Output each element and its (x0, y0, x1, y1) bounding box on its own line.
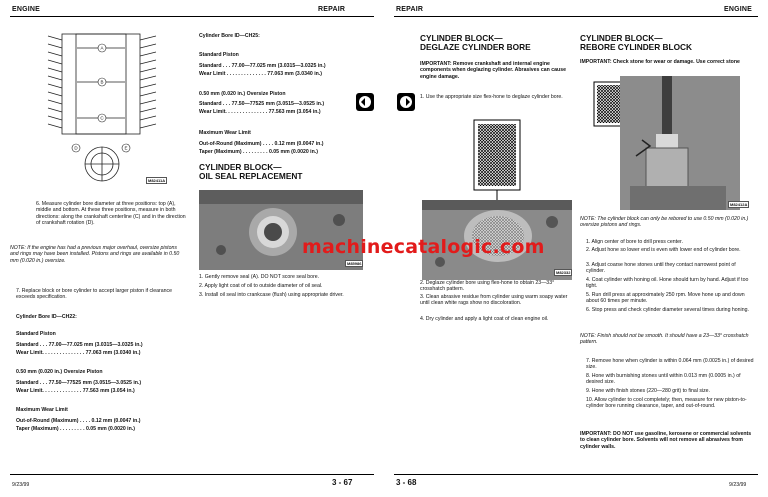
seal-heading-line2: OIL SEAL REPLACEMENT (199, 171, 303, 181)
rebore-important: IMPORTANT: Check stone for wear or damage. Use correct stone (580, 59, 740, 65)
left-footer-rule (10, 474, 374, 475)
label-D: D (74, 145, 78, 151)
rebore-step-9: 9. Hone with finish stones (220—280 grit) to final size. (586, 388, 710, 394)
left-page-number: 3 - 67 (332, 478, 353, 487)
ch22-taper: Taper (Maximum) . . . . . . . . . 0.05 mm (0.0020 in.) (16, 426, 135, 432)
fig-rebore-caption: M82412A (730, 202, 748, 207)
rebore-step-7: 7. Remove hone when cylinder is within 0.064 mm (0.0025 in.) of desired size. (586, 358, 754, 371)
cylinder-measurement-figure (40, 26, 163, 186)
drill-press-hone-figure (590, 76, 740, 210)
ch22-os-wear: Wear Limit. . . . . . . . . . . . . . 77.563 mm (3.054 in.) (16, 388, 135, 394)
right-footer-date: 9/23/99 (729, 482, 747, 488)
deglaze-heading-line2: DEGLAZE CYLINDER BORE (420, 42, 531, 52)
label-C: C (100, 115, 104, 121)
left-header-section: ENGINE (12, 6, 41, 13)
ch25-out-of-round: Out-of-Round (Maximum) . . . . 0.12 mm (0.0047 in.) (199, 141, 324, 147)
ch25-os-title: 0.50 mm (0.020 in.) Oversize Piston (199, 91, 286, 97)
fig-deglaze-caption: M82332 (556, 270, 571, 275)
ch22-std-standard: Standard . . . 77.00—77.025 mm (3.0315—3.0325 in.) (16, 342, 143, 348)
right-page-number: 3 - 68 (396, 478, 417, 487)
step7-text: 7. Replace block or bore cylinder to accept larger piston if clearance exceeds specification. (16, 288, 172, 301)
ch25-title: Cylinder Bore ID—CH25: (199, 33, 260, 39)
right-header-rule (394, 16, 758, 17)
ch22-std-title: Standard Piston (16, 331, 56, 337)
seal-heading-line1: CYLINDER BLOCK— (199, 162, 282, 172)
rebore-step-1: 1. Align center of bore to drill press center. (586, 239, 683, 245)
seal-step3: 3. Install oil seal into crankcase (flush) using appropriate driver. (199, 292, 344, 298)
right-header-section: REPAIR (396, 6, 424, 13)
rebore-step-6: 6. Stop press and check cylinder diameter several times during honing. (586, 307, 749, 313)
deglaze-step3: 3. Clean abrasive residue from cylinder using warm soapy water until clean white rags show no discoloration. (420, 294, 568, 307)
ch22-max-title: Maximum Wear Limit (16, 407, 68, 413)
rebore-step-3: 3. Adjust coarse hone stones until they contact narrowest point of cylinder. (586, 262, 736, 275)
rebore-step-5: 5. Run drill press at approximately 250 rpm. Move hone up and down about 60 times per minute. (586, 292, 745, 305)
left-header-rule (10, 16, 374, 17)
ch22-os-standard: Standard . . . 77.50—77525 mm (3.0515—3.0525 in.) (16, 380, 142, 386)
deglaze-step4: 4. Dry cylinder and apply a light coat of clean engine oil. (420, 316, 549, 322)
ch22-os-title: 0.50 mm (0.020 in.) Oversize Piston (16, 369, 103, 375)
fig-seal-caption: M85986 (347, 261, 362, 266)
ch25-std-standard: Standard . . . 77.00—77.025 mm (3.0315—3.0325 in.) (199, 63, 326, 69)
ch25-std-wear: Wear Limit . . . . . . . . . . . . . . 77.063 mm (3.0340 in.) (199, 71, 323, 77)
label-B: B (100, 79, 104, 85)
rebore-note-finish: NOTE: Finish should not be smooth. It should have a 23—33° crosshatch pattern. (580, 333, 749, 346)
ch25-os-standard: Standard . . . 77.50—77525 mm (3.0515—3.0525 in.) (199, 101, 325, 107)
previous-page-icon[interactable] (355, 92, 375, 112)
ch25-os-wear: Wear Limit. . . . . . . . . . . . . . . 77.563 mm (3.054 in.) (199, 109, 321, 115)
rebore-heading-line2: REBORE CYLINDER BLOCK (580, 42, 693, 52)
rebore-heading-line1: CYLINDER BLOCK— (580, 33, 663, 43)
ch25-std-title: Standard Piston (199, 52, 239, 58)
deglaze-step2: 2. Deglaze cylinder bore using flex-hone to obtain 23—33° crosshatch pattern. (420, 280, 555, 293)
right-footer-rule (394, 474, 758, 475)
label-A: A (100, 45, 104, 51)
deglaze-step1: 1. Use the appropriate size flex-hone to deglaze cylinder bore. (420, 94, 563, 100)
ch22-std-wear: Wear Limit. . . . . . . . . . . . . . . 77.063 mm (3.0340 in.) (16, 350, 141, 356)
deglaze-important: IMPORTANT: Remove crankshaft and internal engine components when deglazing cylinder. Abrasives can cause engine damage. (420, 61, 566, 80)
step6-text: 6. Measure cylinder bore diameter at three positions: top (A), middle and bottom. At these three positions, measure in both directions: along the crankshaft centerline (C) and in the direction of crankshaft rotation (D). (36, 201, 186, 226)
watermark-text: machinecatalogic.com (302, 236, 545, 258)
ch22-out-of-round: Out-of-Round (Maximum) . . . . 0.12 mm (0.0047 in.) (16, 418, 141, 424)
seal-step2: 2. Apply light coat of oil to outside diameter of oil seal. (199, 283, 323, 289)
deglaze-heading-line1: CYLINDER BLOCK— (420, 33, 503, 43)
rebore-step-2: 2. Adjust hone so lower end is even with lower end of cylinder bore. (586, 247, 741, 253)
next-page-icon[interactable] (396, 92, 416, 112)
left-footer-date: 9/23/99 (12, 482, 30, 488)
rebore-note: NOTE: The cylinder block can only be rebored to use 0.50 mm (0.020 in.) oversize pistons and rings. (580, 216, 749, 229)
left-header-chapter: REPAIR (318, 6, 346, 13)
label-E: E (124, 145, 128, 151)
ch25-max-title: Maximum Wear Limit (199, 130, 251, 136)
ch25-taper: Taper (Maximum) . . . . . . . . . 0.05 mm (0.0020 in.) (199, 149, 318, 155)
note-oversize: NOTE: If the engine has had a previous major overhaul, oversize pistons and rings may have been installed. Pistons and rings are available in 0.50 mm (0.020 in.) oversize. (10, 245, 180, 264)
rebore-important-solvents: IMPORTANT: DO NOT use gasoline, kerosene or commercial solvents to clean cylinder bore. Solvents will not remove all abrasives from cylinder walls. (580, 431, 752, 450)
seal-step1: 1. Gently remove seal (A). DO NOT score seal bore. (199, 274, 320, 280)
rebore-step-4: 4. Coat cylinder with honing oil. Hone should turn by hand. Adjust if too tight. (586, 277, 749, 290)
oil-seal-photo (199, 190, 363, 270)
rebore-step-8: 8. Hone with burnishing stones until within 0.013 mm (0.0005 in.) of desired size. (586, 373, 741, 386)
right-header-chapter: ENGINE (724, 6, 753, 13)
fig-cylinder-caption: M82411A (148, 178, 166, 183)
rebore-step-10: 10. Allow cylinder to cool completely; then, measure for new piston-to-cylinder bore running clearance, taper, and out-of-round. (586, 397, 747, 410)
ch22-title: Cylinder Bore ID—CH22: (16, 314, 77, 320)
